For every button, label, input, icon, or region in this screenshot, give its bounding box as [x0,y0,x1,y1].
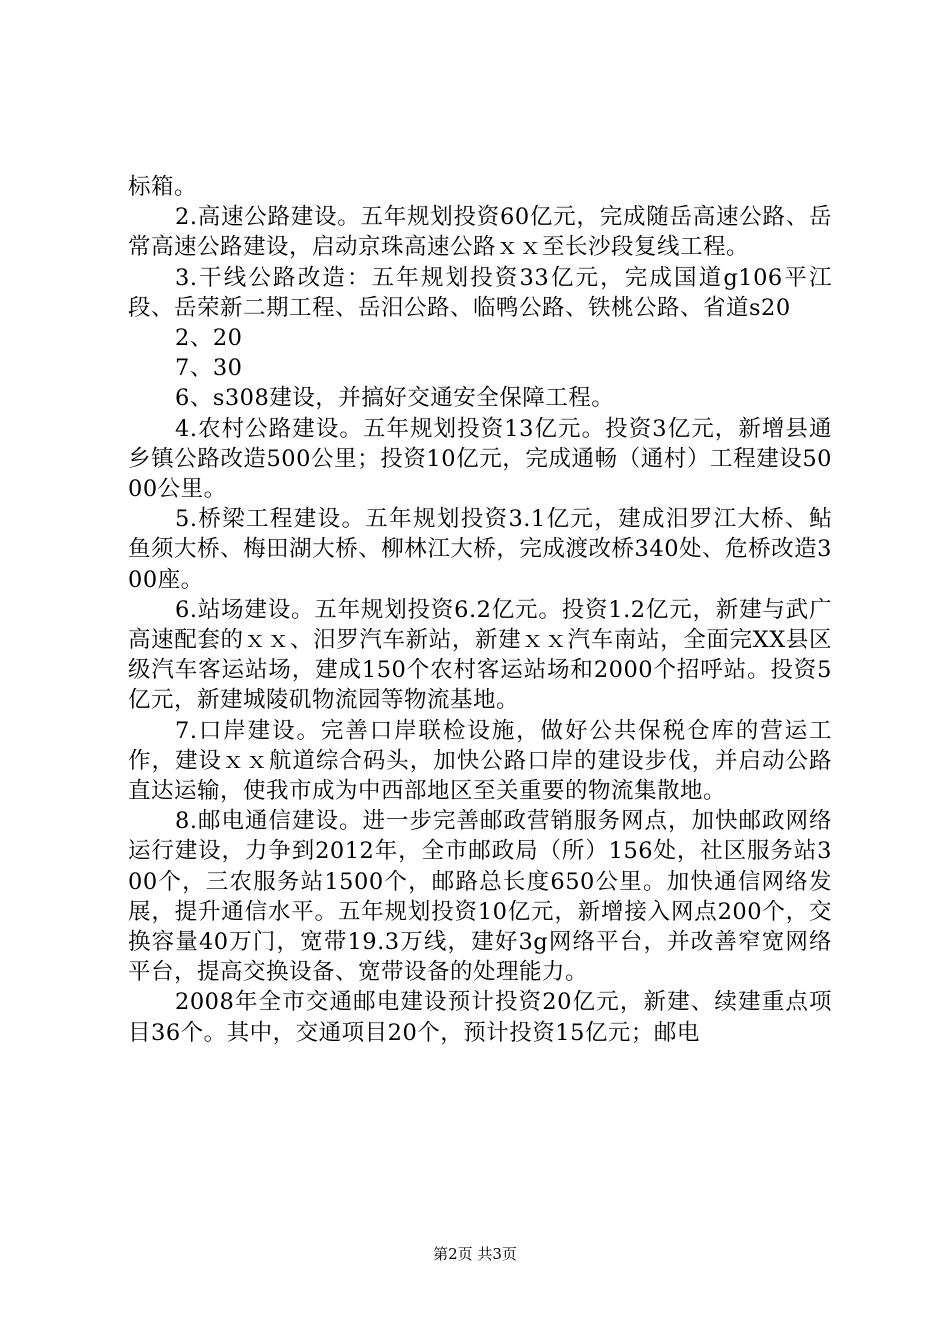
paragraph: 2.高速公路建设。五年规划投资60亿元，完成随岳高速公路、岳常高速公路建设，启动京珠高速公路ｘｘ至长沙段复线工程。 [128,204,832,261]
paragraph: 8.邮电通信建设。进一步完善邮政营销服务网点，加快邮政网络运行建设，力争到2012年，全市邮政局（所）156处，社区服务站300个，三农服务站1500个，邮路总长度650公里。加快通信网络发展，提升通信水平。五年规划投资10亿元，新增接入网点200个，交换容量40万门，宽带19.3万线，建好3g网络平台，并改善窄宽网络平台，提高交换设备、宽带设备的处理能力。 [128,808,832,986]
paragraph: 2、20 [175,325,243,352]
paragraph: 标箱。 [128,174,198,200]
paragraph: 2008年全市交通邮电建设预计投资20亿元，新建、续建重点项目36个。其中，交通项目20个，预计投资15亿元；邮电 [128,989,832,1046]
page-footer: 第2页 共3页 [433,1245,517,1263]
paragraph: 7.口岸建设。完善口岸联检设施，做好公共保税仓库的营运工作，建设ｘｘ航道综合码头，加快公路口岸的建设步伐，并启动公路直达运输，使我市成为中西部地区至关重要的物流集散地。 [128,717,832,805]
paragraph: 4.农村公路建设。五年规划投资13亿元。投资3亿元，新增县通乡镇公路改造500公里；投资10亿元，完成通畅（通村）工程建设5000公里。 [128,415,832,503]
paragraph: 3.干线公路改造：五年规划投资33亿元，完成国道g106平江段、岳荣新二期工程、岳汨公路、临鸭公路、铁桃公路、省道s20 [128,264,832,321]
paragraph: 6、s308建设，并搞好交通安全保障工程。 [175,385,615,412]
paragraph: 5.桥梁工程建设。五年规划投资3.1亿元，建成汨罗江大桥、鲇鱼须大桥、梅田湖大桥、柳林江大桥，完成渡改桥340处、危桥改造300座。 [128,506,832,593]
paragraph: 7、30 [175,355,243,382]
paragraph: 6.站场建设。五年规划投资6.2亿元。投资1.2亿元，新建与武广高速配套的ｘｘ、汨罗汽车新站，新建ｘｘ汽车南站，全面完XX县区级汽车客运站场，建成150个农村客运站场和2000个招呼站。投资5亿元，新建城陵矶物流园等物流基地。 [128,596,832,714]
document-body [128,172,832,1048]
